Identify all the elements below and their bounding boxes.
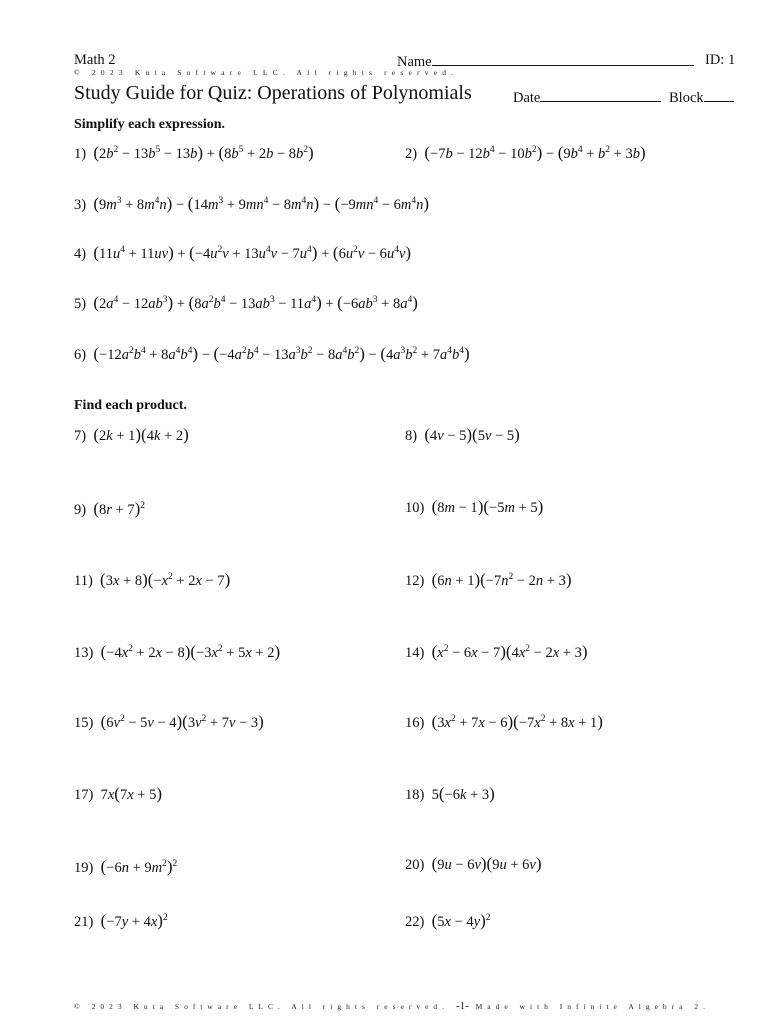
problem-15: 15) $(6v^2 - 5v - 4)(3v^2 + 7v - 3)$ — [74, 712, 264, 731]
date-line — [540, 88, 661, 102]
problem-13: 13) $(-4x^2 + 2x - 8)(-3x^2 + 5x + 2)$ — [74, 642, 281, 661]
copyright-header: © 2023 Kuta Software LLC. All rights reserved. — [74, 68, 459, 77]
problem-14: 14) $(x^2 - 6x - 7)(4x^2 - 2x + 3)$ — [405, 642, 588, 661]
section-heading-product: Find each product. — [74, 398, 187, 413]
problem-11: 11) $(3x + 8)(-x^2 + 2x - 7)$ — [74, 570, 231, 589]
problem-9: 9) $(8r + 7)^2$ — [74, 499, 146, 518]
footer-copyright: © 2023 Kuta Software LLC. All rights reserved. -1- Made with Infinite Algebra 2. — [74, 1000, 710, 1012]
worksheet-title: Study Guide for Quiz: Operations of Polynomials — [74, 82, 472, 104]
problem-1: 1) $(2b^2 - 13b^5 - 13b) + (8b^5 + 2b - 8b^2)$ — [74, 143, 314, 162]
problem-5: 5) $(2a^4 - 12ab^3) + (8a^2b^4 - 13ab^3 - 11a^4) + (-6ab^3 + 8a^4)$ — [74, 293, 418, 312]
problem-18: 18) 5(−6k + 3) — [405, 784, 495, 803]
problem-8: 8) (4v − 5)(5v − 5) — [405, 425, 520, 444]
problem-4: 4) $(11u^4 + 11uv) + (-4u^2v + 13u^4v - 7u^4) + (6u^2v - 6u^4v)$ — [74, 243, 412, 262]
block-label: Block — [669, 90, 704, 106]
problem-20: 20) (9u − 6v)(9u + 6v) — [405, 854, 542, 873]
problem-3: 3) $(9m^3 + 8m^4n) - (14m^3 + 9mn^4 - 8m^4n) - (-9mn^4 - 6m^4n)$ — [74, 194, 430, 213]
problem-12: 12) $(6n + 1)(-7n^2 - 2n + 3)$ — [405, 570, 572, 589]
problem-16: 16) $(3x^2 + 7x - 6)(-7x^2 + 8x + 1)$ — [405, 712, 603, 731]
block-line — [704, 88, 734, 102]
problem-22: 22) $(5x - 4y)^2$ — [405, 911, 491, 930]
problem-2: 2) $(-7b - 12b^4 - 10b^2) - (9b^4 + b^2 + 3b)$ — [405, 143, 646, 162]
made-with: Made with Infinite Algebra 2. — [475, 1002, 710, 1011]
name-label: Name — [397, 54, 432, 70]
date-field[interactable] — [513, 88, 661, 107]
problem-10: 10) (8m − 1)(−5m + 5) — [405, 497, 544, 516]
name-line — [432, 52, 694, 66]
problem-17: 17) 7x(7x + 5) — [74, 784, 162, 803]
block-field[interactable] — [669, 88, 734, 107]
id-label: ID: 1 — [705, 52, 736, 68]
course-label: Math 2 — [74, 52, 116, 68]
problem-21: 21) $(-7y + 4x)^2$ — [74, 911, 168, 930]
section-heading-simplify: Simplify each expression. — [74, 117, 226, 132]
problem-19: 19) $(-6n + 9m^2)^2$ — [74, 857, 178, 876]
page-number: -1- — [455, 1000, 469, 1012]
problem-7: 7) (2k + 1)(4k + 2) — [74, 425, 189, 444]
problem-6: 6) $(-12a^2b^4 + 8a^4b^4) - (-4a^2b^4 - 13a^3b^2 - 8a^4b^2) - (4a^3b^2 + 7a^4b^4)$ — [74, 344, 470, 363]
date-label: Date — [513, 90, 541, 106]
